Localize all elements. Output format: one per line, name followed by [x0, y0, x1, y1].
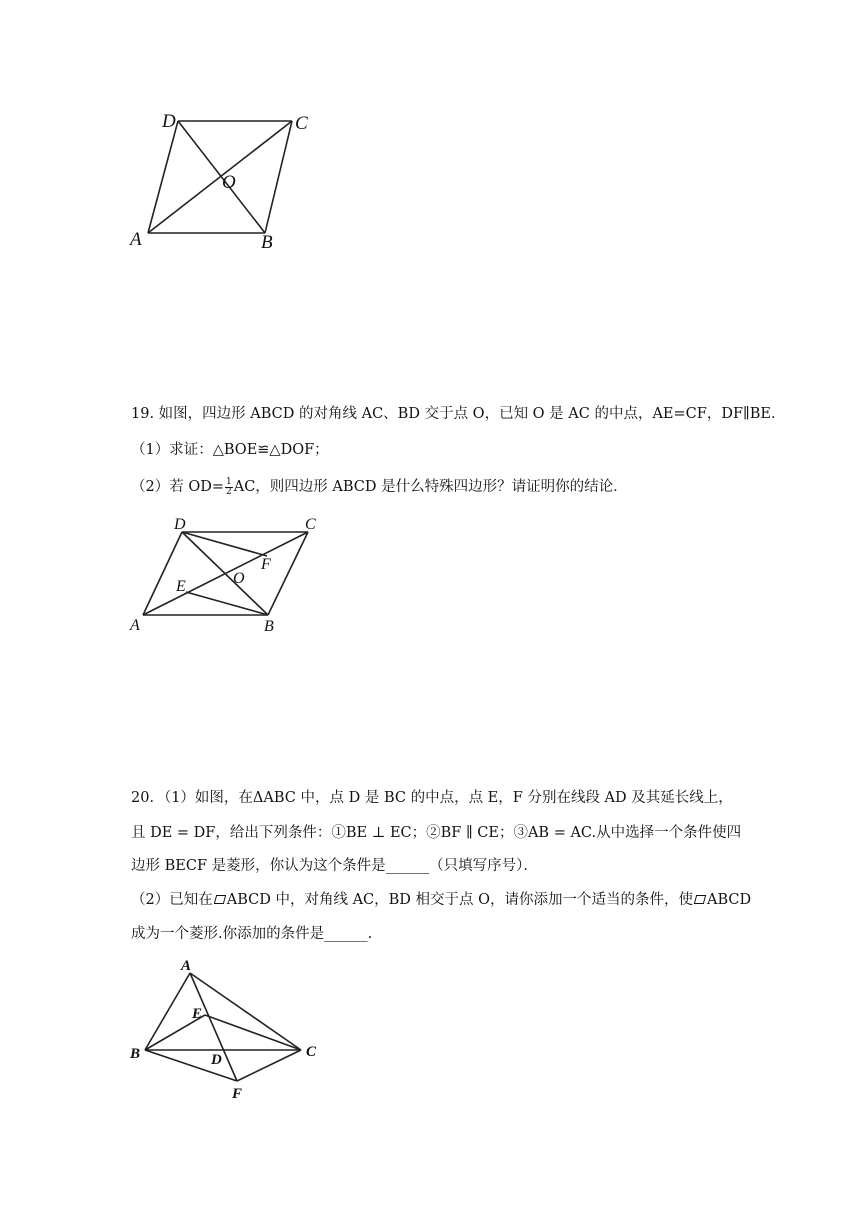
- label-A: A: [181, 958, 192, 974]
- fraction-one-half: [225, 478, 233, 497]
- label-B: B: [261, 232, 273, 253]
- label-C: C: [305, 516, 316, 533]
- q19-part2-pre: （2）若 OD=: [131, 479, 224, 495]
- q20-line4-mid: ABCD 中，对角线 AC，BD 相交于点 O，请你添加一个适当的条件，使: [226, 892, 694, 908]
- figure-2-svg: [125, 512, 345, 642]
- q20-line2: 且 DE = DF，给出下列条件：①BE ⊥ EC；②BF ∥ CE；③AB = AC.从中选择一个条件使四: [131, 825, 742, 841]
- q20-line4-post: ABCD: [707, 892, 752, 908]
- segment-FC: [237, 1050, 301, 1081]
- label-F: F: [261, 556, 271, 573]
- parallelogram-symbol: [694, 895, 706, 904]
- label-O: O: [222, 172, 236, 193]
- figure-parallelogram-2: [125, 512, 345, 642]
- figure-parallelogram-1: [120, 105, 340, 265]
- q20-line4: [131, 890, 752, 910]
- q19-part2: [131, 477, 741, 497]
- label-A: A: [130, 229, 142, 250]
- figure-1-svg: [120, 105, 340, 265]
- label-F: F: [232, 1086, 243, 1102]
- q20-line1: 20．（1）如图，在ΔABC 中，点 D 是 BC 的中点，点 E，F 分别在线段 AD 及其延长线上，: [131, 790, 733, 806]
- label-D: D: [162, 111, 176, 132]
- label-C: C: [306, 1044, 317, 1060]
- fraction-denominator: 2: [226, 486, 232, 497]
- diagonal-AC: [148, 121, 292, 233]
- label-E: E: [192, 1006, 203, 1022]
- label-A: A: [130, 617, 140, 634]
- q19-part1: （1）求证：△BOE≌△DOF；: [131, 442, 329, 458]
- segment-BF: [145, 1050, 237, 1081]
- figure-triangle-3: [125, 955, 335, 1105]
- label-B: B: [264, 618, 274, 635]
- label-C: C: [295, 113, 308, 134]
- segment-AD: [148, 121, 178, 233]
- segment-BC: [268, 532, 308, 615]
- segment-BC: [265, 121, 292, 233]
- label-B: B: [130, 1046, 141, 1062]
- segment-AD: [143, 532, 182, 615]
- q19-part2-post: AC，则四边形 ABCD 是什么特殊四边形？请证明你的结论．: [233, 479, 628, 495]
- q20-line5: 成为一个菱形.你添加的条件是______.: [131, 926, 373, 942]
- label-O: O: [233, 570, 245, 587]
- segment-AB: [145, 973, 190, 1050]
- segment-EC: [205, 1015, 301, 1050]
- q20-line3: 边形 BECF 是菱形，你认为这个条件是______（只填写序号）．: [131, 858, 538, 874]
- q20-line4-pre: （2）已知在: [131, 892, 213, 908]
- label-E: E: [176, 578, 186, 595]
- fraction-numerator: 1: [226, 476, 232, 487]
- parallelogram-symbol: [214, 895, 226, 904]
- label-D: D: [211, 1052, 222, 1068]
- q19-stem: 19. 如图，四边形 ABCD 的对角线 AC、BD 交于点 O，已知 O 是 AC 的中点，AE=CF，DF∥BE．: [131, 406, 786, 422]
- label-D: D: [174, 516, 186, 533]
- figure-3-svg: [125, 955, 335, 1105]
